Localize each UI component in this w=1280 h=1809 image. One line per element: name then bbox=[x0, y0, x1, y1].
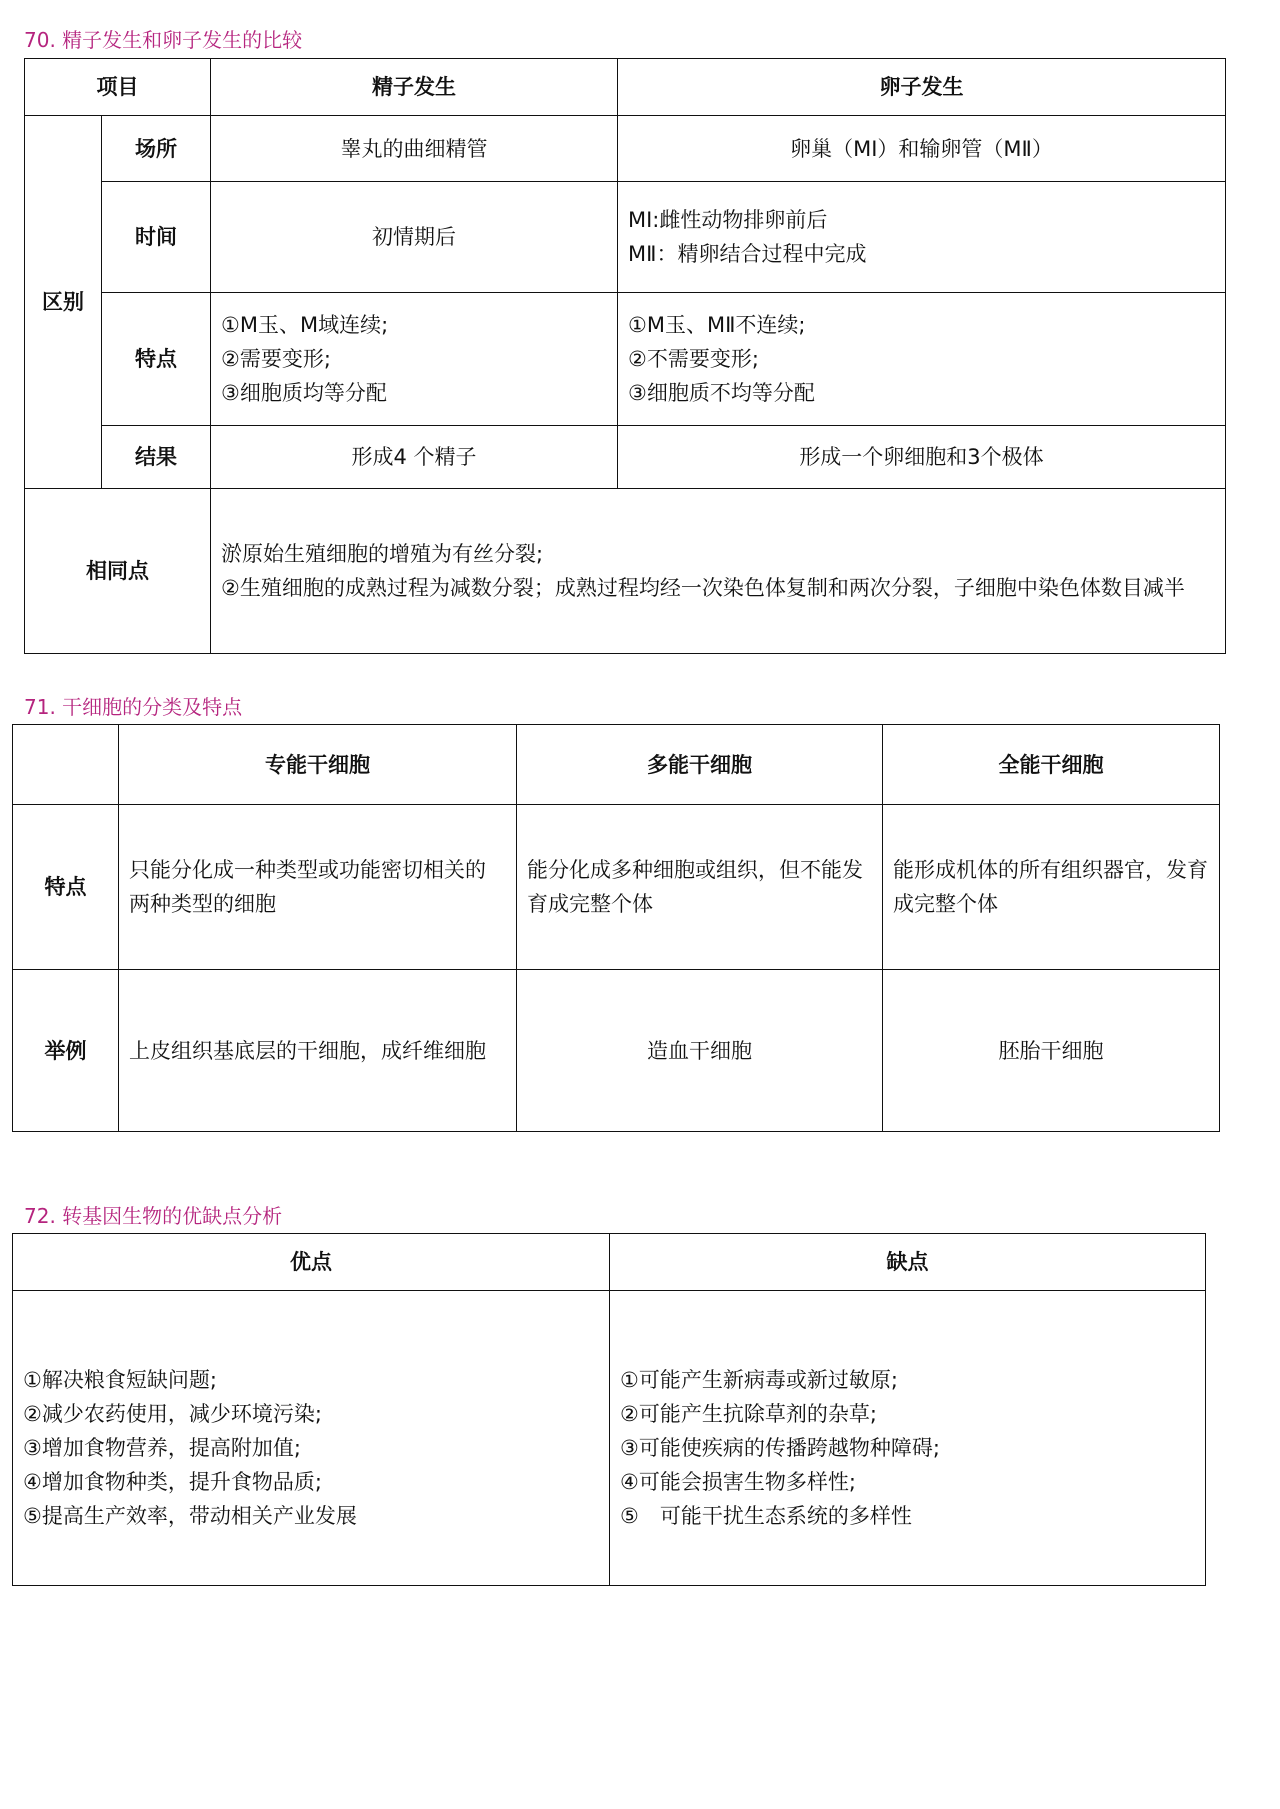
gmo-con-item: ④可能会损害生物多样性; bbox=[620, 1470, 856, 1494]
row-label-same: 相同点 bbox=[25, 489, 211, 654]
cell-sperm-place: 睾丸的曲细精管 bbox=[211, 116, 618, 182]
gmo-pro-item: ①解决粮食短缺问题; bbox=[23, 1368, 217, 1392]
gmo-pro-item: ③增加食物营养，提高附加值; bbox=[23, 1436, 301, 1460]
stem-header-multipotent: 多能干细胞 bbox=[517, 725, 883, 805]
stem-row-label-feature: 特点 bbox=[13, 805, 119, 970]
cell-egg-feature bbox=[618, 293, 1226, 426]
row-label-place: 场所 bbox=[102, 116, 211, 182]
row-label-time: 时间 bbox=[102, 182, 211, 293]
stem-row-label-example: 举例 bbox=[13, 970, 119, 1132]
cell-sperm-result: 形成4 个精子 bbox=[211, 426, 618, 489]
stem-example-multipotent: 造血干细胞 bbox=[517, 970, 883, 1132]
section-72-title: 72. 转基因生物的优缺点分析 bbox=[24, 1204, 283, 1228]
header-egg: 卵子发生 bbox=[618, 59, 1226, 116]
gmo-cons-cell bbox=[610, 1291, 1206, 1586]
sperm-feature-line: ①M玉、M域连续; bbox=[221, 313, 389, 337]
row-label-feature: 特点 bbox=[102, 293, 211, 426]
stem-feature-multipotent: 能分化成多种细胞或组织，但不能发育成完整个体 bbox=[517, 805, 883, 970]
sperm-feature-line: ③细胞质均等分配 bbox=[221, 381, 387, 405]
stem-feature-unipotent: 只能分化成一种类型或功能密切相关的两种类型的细胞 bbox=[119, 805, 517, 970]
gmo-pro-item: ②减少农药使用，减少环境污染; bbox=[23, 1402, 322, 1426]
stem-example-unipotent: 上皮组织基底层的干细胞，成纤维细胞 bbox=[119, 970, 517, 1132]
egg-time-line-1: MI:雌性动物排卵前后 bbox=[628, 208, 828, 232]
section-70-title: 70. 精子发生和卵子发生的比较 bbox=[24, 28, 303, 52]
stem-cell-table bbox=[12, 724, 1220, 1132]
cell-sperm-time: 初情期后 bbox=[211, 182, 618, 293]
cell-egg-result: 形成一个卵细胞和3个极体 bbox=[618, 426, 1226, 489]
cell-egg-time bbox=[618, 182, 1226, 293]
section-71-title: 71. 干细胞的分类及特点 bbox=[24, 695, 243, 719]
egg-time-line-2: MⅡ：精卵结合过程中完成 bbox=[628, 242, 867, 266]
same-point-line: ②生殖细胞的成熟过程为减数分裂；成熟过程均经一次染色体复制和两次分裂，子细胞中染色体数目减半 bbox=[221, 576, 1185, 600]
stem-example-totipotent: 胚胎干细胞 bbox=[883, 970, 1220, 1132]
sperm-feature-line: ②需要变形; bbox=[221, 347, 331, 371]
cell-egg-place: 卵巢（MI）和输卵管（MⅡ） bbox=[618, 116, 1226, 182]
egg-feature-line: ①M玉、MⅡ不连续; bbox=[628, 313, 806, 337]
egg-feature-line: ②不需要变形; bbox=[628, 347, 759, 371]
stem-header-unipotent: 专能干细胞 bbox=[119, 725, 517, 805]
gmo-con-item: ③可能使疾病的传播跨越物种障碍; bbox=[620, 1436, 940, 1460]
gmo-pro-item: ⑤提高生产效率，带动相关产业发展 bbox=[23, 1504, 357, 1528]
gmo-header-pros: 优点 bbox=[13, 1234, 610, 1291]
row-label-result: 结果 bbox=[102, 426, 211, 489]
gmo-con-item: ⑤ 可能干扰生态系统的多样性 bbox=[620, 1504, 912, 1528]
cell-same-points bbox=[211, 489, 1226, 654]
gmo-con-item: ②可能产生抗除草剂的杂草; bbox=[620, 1402, 877, 1426]
stem-feature-totipotent: 能形成机体的所有组织器官，发育成完整个体 bbox=[883, 805, 1220, 970]
same-point-line: 淤原始生殖细胞的增殖为有丝分裂; bbox=[221, 542, 544, 566]
cell-sperm-feature bbox=[211, 293, 618, 426]
gamete-comparison-table bbox=[24, 58, 1226, 654]
gmo-pros-cons-table bbox=[12, 1233, 1206, 1586]
stem-header-totipotent: 全能干细胞 bbox=[883, 725, 1220, 805]
gmo-con-item: ①可能产生新病毒或新过敏原; bbox=[620, 1368, 898, 1392]
gmo-pro-item: ④增加食物种类，提升食物品质; bbox=[23, 1470, 322, 1494]
header-sperm: 精子发生 bbox=[211, 59, 618, 116]
gmo-pros-cell bbox=[13, 1291, 610, 1586]
egg-feature-line: ③细胞质不均等分配 bbox=[628, 381, 815, 405]
row-group-difference: 区别 bbox=[25, 116, 102, 489]
gmo-header-cons: 缺点 bbox=[610, 1234, 1206, 1291]
header-item: 项目 bbox=[25, 59, 211, 116]
stem-header-empty bbox=[13, 725, 119, 805]
